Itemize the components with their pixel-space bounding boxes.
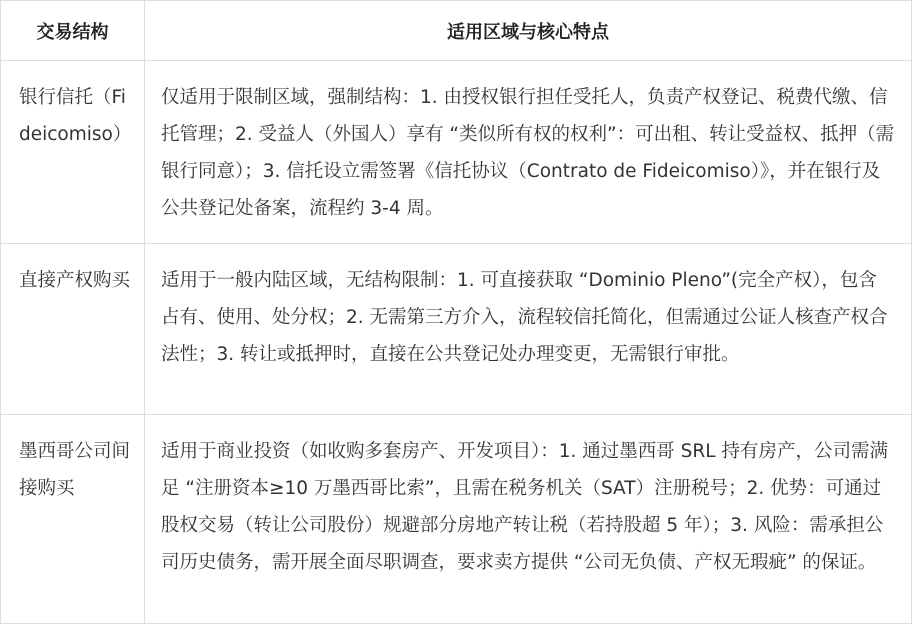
- details-cell: 适用于商业投资（如收购多套房产、开发项目）：1. 通过墨西哥 SRL 持有房产，公司需满足 “注册资本≥10 万墨西哥比索”，且需在税务机关（SAT）注册税号；2. 优势：可通过股权交易（转让公司股份）规避部分房地产转让税（若持股超 5 年）；3. 风险：需承担公司历史债务，需开展全面尽职调查，要求卖方提供 “公司无负债、产权无瑕疵” 的保证。: [145, 415, 912, 624]
- table-row: [1, 415, 912, 624]
- table-row: [1, 61, 912, 244]
- structure-cell: 银行信托（Fideicomiso）: [1, 61, 145, 244]
- details-cell: 仅适用于限制区域，强制结构：1. 由授权银行担任受托人，负责产权登记、税费代缴、信托管理；2. 受益人（外国人）享有 “类似所有权的权利”：可出租、转让受益权、抵押（需银行同意）；3. 信托设立需签署《信托协议（Contrato de Fideicomiso）》，并在银行及公共登记处备案，流程约 3-4 周。: [145, 61, 912, 244]
- structure-cell: 墨西哥公司间接购买: [1, 415, 145, 624]
- table-header-row: [1, 1, 912, 61]
- header-structure: 交易结构: [1, 1, 145, 61]
- table-row: [1, 244, 912, 415]
- structure-cell: 直接产权购买: [1, 244, 145, 415]
- details-cell: 适用于一般内陆区域，无结构限制：1. 可直接获取 “Dominio Pleno”(完全产权），包含占有、使用、处分权；2. 无需第三方介入，流程较信托简化，但需通过公证人核查产权合法性；3. 转让或抵押时，直接在公共登记处办理变更，无需银行审批。: [145, 244, 912, 415]
- header-details: 适用区域与核心特点: [145, 1, 912, 61]
